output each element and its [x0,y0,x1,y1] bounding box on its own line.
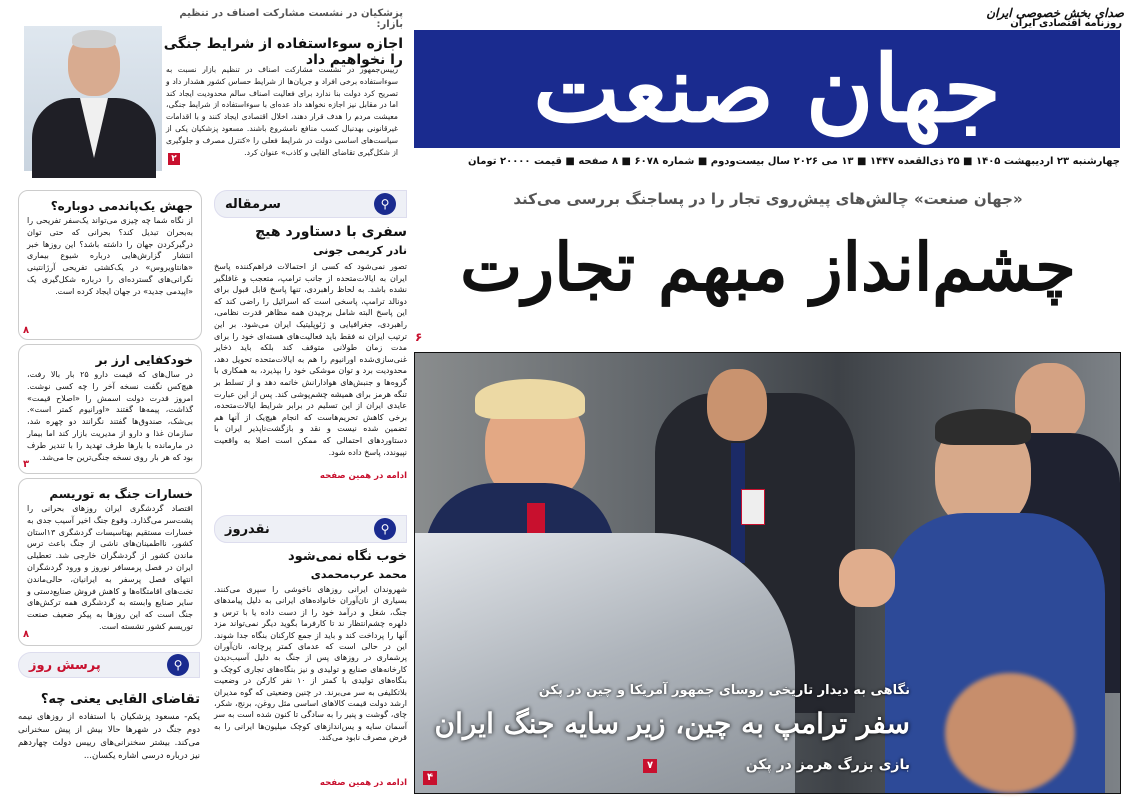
editorial-headline[interactable]: سفری با دستاورد هیچ [255,224,407,240]
photo-headline[interactable]: سفر ترامپ به چین، زیر سایه جنگ ایران [434,707,910,740]
photo-sub-page[interactable]: ۷ [643,759,657,773]
editorial-section: سرمقاله [225,196,281,212]
critique-section: نقدروز [225,521,270,537]
photo-page[interactable]: ۴ [423,771,437,785]
editorial [214,190,407,510]
lead-headline[interactable]: اجازه سوءاستفاده از شرایط جنگی را نخواهیم داد [163,36,403,68]
side-page-2[interactable]: ۳ [23,459,30,470]
question-section: پرسش روز [29,657,101,673]
president-photo [24,26,162,171]
side-title-1[interactable]: جهش یک‌پاندمی دوباره؟ [50,199,193,213]
side-page-1[interactable]: ۸ [23,325,30,336]
editorial-more[interactable]: ادامه در همین صفحه [319,471,407,481]
lead-kicker: پزشکیان در نشست مشارکت اصناف در تنظیم بازار: [179,8,403,30]
question-title[interactable]: تقاضای القایی یعنی چه؟ [40,692,200,707]
magnifier-icon: ⚲ [374,518,396,540]
critique-more[interactable]: ادامه در همین صفحه [319,778,407,788]
main-kicker: «جهان صنعت» چالش‌های پیش‌روی تجار را در پساجنگ بررسی می‌کند [513,190,1023,208]
issue-line: سال بیست‌ودوم ■ شماره ۶۰۷۸ ■ ۸ صفحه ■ قیمت ۲۰۰۰۰ تومان [467,156,790,167]
lead-page[interactable]: ۲ [168,153,180,165]
summit-photo [414,352,1121,794]
main-story[interactable] [412,190,1124,312]
critique [214,515,407,795]
side-body-3: اقتصاد گردشگری ایران روزهای بحرانی را پشت‌سر می‌گذارد. وقوع جنگ اخیر آسیب جدی به خسارات مستقیم بهتاسیسات گردشگری ۱۳استان کشور، نااطمینان‌های ناشی از جنگ باعث ترس ماندن کشور از گردشگران خارجی شد. تعطیلی ایران در فصل پرمسافر نوروز و ورود گردشگران انتهای فصل پرسفر به ایرانیان، حالی‌ماندن تخت‌های اقامتگاه‌ها و کاهش فروش صنایع‌دستی و سایر صنایع وابسته به گردشگری همه ترکش‌های جنگ است که این روزها به پیکر ضعیف صنعت توریسم کشور نشسته است. [27,504,193,631]
critique-author: محمد عرب‌محمدی [310,568,407,581]
editorial-body: تصور نمی‌شود که کسی از احتمالات فراهم‌کننده پاسخ ایران به ایالات‌متحده از جانب ترامپ، متعجب و غافلگیر نشده باشد. به لحاظ راهبردی، تنها پاسخ قابل قبول برای دونالد ترامپ، پاسخی است که اسرائیل را راضی کند که این پاسخ البته شامل برچیدن همه مظاهر قدرت نظامی، راهبردی، جغرافیایی و ژئوپلیتیک ایران می‌شود. بر این ترتیب ایران نه فقط باید فعالیت‌های هسته‌ای خود را برای مدت زمان طولانی متوقف کند بلکه باید ذخایر غنی‌سازی‌شده اورانیوم را هم به ایالات‌متحده تحویل دهد، محدودیت برد و توان موشکی خود را بپذیرد، به همکاری با گروه‌ها و جنبش‌های هوادارانش خاتمه دهد و از تسلط بر تنگه هرمز برای همیشه چشم‌پوشی کند. پس از این عبارت عایدی ایران از این تسلیم در برابر شرایط ایالات‌متحده، برخی کاهش تحریم‌هاست که انجام هیچ‌یک از آنها هم تضمین شده نیست و نقد و بازگشت‌ناپذیر ایران با دستاوردهای احتمالی که ممکن است اصلا به واقعیت نپیوندد، پاسخ داده شود. [214,262,407,457]
side-page-3[interactable]: ۸ [23,629,30,640]
masthead [408,4,1128,174]
side-body-1: از نگاه شما چه چیزی می‌تواند یک‌سفر تفریحی را به‌بحران تبدیل کند؟ بحرانی که حتی توان درگیرکردن جهان را داشته باشد؟ این روزها خبر انتشار گزارش‌هایی درباره شیوع بیماری «هانتاویروس» در یک‌کشتی تفریحی آرژانتینی نگرانی‌های گسترده‌ای را درباره شکل‌گیری یک «اپیدمی جدید» در جهان ایجاد کرده است. [27,216,193,296]
logo[interactable] [414,30,1120,148]
tagline: صدای بخش خصوصی ایران [986,6,1124,20]
question-body: یکم- مسعود پزشکیان با استفاده از روزهای نیمه دوم جنگ در شهرها حالا بیش از پیش سخنرانی می‌کند. بیشتر سخنرانی‌های رییس دولت چهاردهم نیز درباره درسی اشاره یکسان... [18,712,200,761]
magnifier-icon: ⚲ [374,193,396,215]
logo-text: جهان صنعت [533,35,1001,143]
lead-body: رییس‌جمهور در نشست مشارکت اصناف در تنظیم بازار نسبت به سوءاستفاده برخی افراد و جریان‌ها از شرایط حساس کشور هشدار داد و تصریح کرد دولت بنا ندارد برای فعالیت اصناف سالم محدودیت ایجاد کند اما در مقابل نیز اجازه نخواهد داد عده‌ای با سوءاستفاده از شرایط جنگی، معیشت مردم را هدف قرار دهند، اخلال اقتصادی ایجاد کنند و با اقدامات غیرقانونی بهدنبال کسب منافع نامشروع باشند. مسعود پزشکیان یکی از سیاست‌های اساسی دولت در شرایط فعلی را «کنترل مصرف و جلوگیری از شکل‌گیری تقاضای القایی و کاذب» عنوان کرد. [166,65,398,157]
critique-headline[interactable]: خوب نگاه نمی‌شود [288,549,407,564]
question-box [18,652,200,798]
side-item-3[interactable] [18,478,202,646]
critique-body: شهروندان ایرانی روزهای ناخوشی را سپری می‌کنند. بسیاری از نان‌آوران خانواده‌های ایرانی به دلیل پیامدهای جنگ، شغل و درآمد خود را از دست داده یا با ترس و دلهره چشم‌انتظار ند تا کارفرما بگوید دیگر نمی‌تواند مزد آنها را پرداخت کند و باید از جمع کارکنان بنگاه جدا شوند. این در حالی است که عدمای کمتر پرچانه، نان‌آوران پرشماری در روزهای پس از جنگ به دلیل آسیب‌دیدن کارخانه‌های صنایع و تولیدی و نیز بنگاه‌های تجاری کوچک و بنگاه‌های تولیدی با کمتر از ۱۰ نفر کارکن در وضعیت بلاتکلیفی به سر می‌برند. در چنین وضعیتی که گوه مدیران ارشد دولت قیمت کالاهای اساسی مثل روغن، برنج، شکر، چای، گوشت و پنیر را به سادگی تا کنون شده است به سر آسمان سایه و یس‌اندازهای کوچک میلیون‌ها ایرانی را به قرض مصرف نابود می‌کند. [214,585,407,743]
photo-kicker: نگاهی به دیدار تاریخی روسای جمهور آمریکا و چین در پکن [538,683,910,698]
side-item-1[interactable] [18,190,202,340]
magnifier-icon: ⚲ [167,654,189,676]
side-title-2[interactable]: خودکفایی ارز بر [95,353,193,367]
side-title-3[interactable]: خسارات جنگ به توریسم [49,487,193,501]
editorial-author: نادر کریمی جونی [313,244,407,257]
main-page[interactable]: ۶ [415,330,423,344]
side-item-2[interactable] [18,344,202,474]
date-line: چهارشنبه ۲۳ اردیبهشت ۱۴۰۵ ■ ۲۵ ذی‌القعده ۱۴۴۷ ■ ۱۳ می ۲۰۲۶ [793,156,1120,167]
lead-story[interactable] [8,8,403,173]
main-headline[interactable]: چشم‌انداز مبهم تجارت [460,228,1076,306]
photo-subhead[interactable]: بازی بزرگ هرمز در پکن [745,757,910,773]
side-body-2: در سال‌های که قیمت دارو ۲۵ بار بالا رفت، هیچ‌کس نگفت نسخه آخر را چه کسی نوشت. امروز قدرت دولت اسمش را «اصلاح قیمت» گذاشت، پیمه‌ها گفتند «اورانیوم کمتر است». بی‌شک، صندوق‌ها گفتند نگرانند دو چهره شد، سازمان غذا و دارو از مدیریت بازار کند اما بیمار در مارمانده با بارها طرف تهدید را با تندیر طرف بود که هر بار روی نسخه جنگی‌ترین جا می‌شد. [27,370,193,462]
publisher-line: روزنامه اقتصادی ایران [1010,18,1122,29]
